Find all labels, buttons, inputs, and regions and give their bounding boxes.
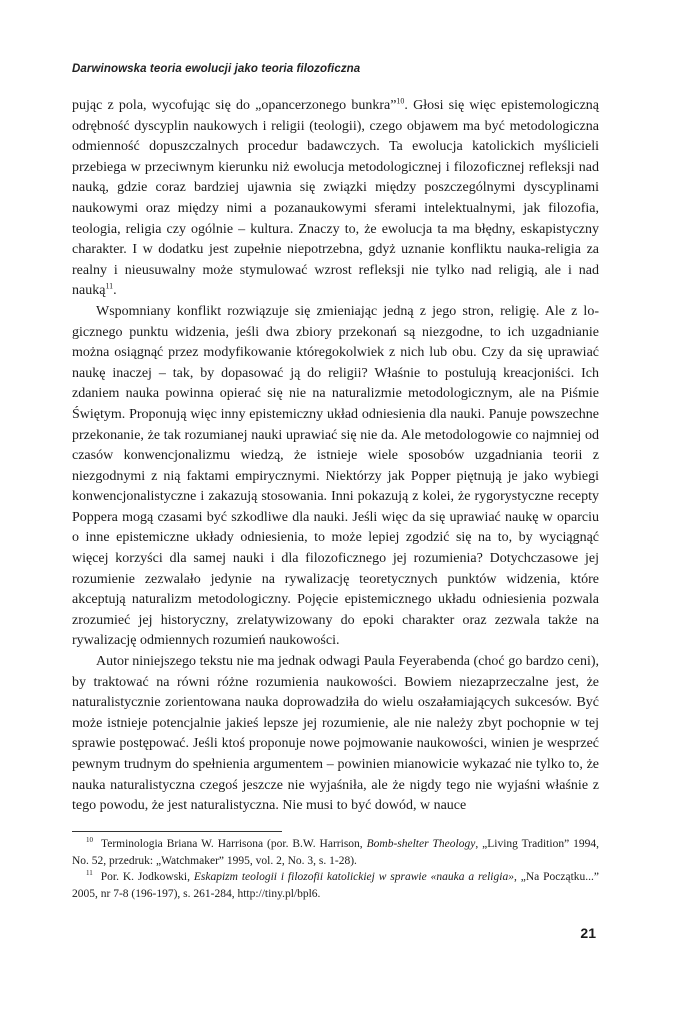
footnote-text: Por. K. Jodkowski,: [100, 871, 194, 883]
footnotes: [72, 836, 599, 902]
footnote-title: Eskapizm teologii i filozofii katolickiej w sprawie «nauka a religia»: [193, 871, 514, 883]
footnote-separator: [72, 831, 282, 832]
footnote-text: Terminologia Briana W. Harrisona (por. B.W. Harrison,: [101, 838, 367, 850]
paragraph-1: [72, 96, 599, 302]
footnote-text: , „Na Początku...” 2005, nr 7-8 (196-197), s. 261-284, http://tiny.pl/bpl6.: [72, 871, 599, 900]
paragraph-1-text-a: pując z pola, wycofując się do „opancerzonego bunkra”: [72, 98, 397, 113]
footnote-number: 10: [86, 836, 93, 845]
footnote-11: [72, 869, 599, 902]
paragraph-1-text-c: .: [113, 283, 117, 299]
paragraph-3: Autor niniejszego tekstu nie ma jednak odwagi Paula Feyerabenda (choć go bardzo ceni), by traktować na równi różne rozumienia naukowości. Bowiem niezaprzeczalne jest, że naturalistycznie zorientowana nauka doprowadziła do wielu oszałamiających sukcesów. Być może istnieje potencjalnie jakieś lepsze jej rozumienie, ale nie należy zbyt pochopnie w tej sprawie postępować. Jeśli ktoś proponuje nowe pojmowanie naukowości, winien je wesprzeć pewnym trudnym do spełnienia argumentem – powinien mianowicie wykazać nie tylko to, że nauka naturalistyczna czegoś jeszcze nie wyjaśniła, ale że nigdy tego nie wyjaśni właśnie z tego powodu, że jest naturalistyczna. Nie musi to być dowód, w nauce: [72, 654, 599, 814]
running-header: Darwinowska teoria ewolucji jako teoria filozoficzna: [72, 63, 361, 75]
main-text: [72, 96, 599, 817]
footnote-title: Bomb-shelter Theology: [366, 838, 476, 850]
footnote-ref-11: 11: [105, 281, 114, 291]
footnote-ref-10: 10: [396, 96, 405, 106]
footnote-number: 11: [86, 869, 93, 878]
paragraph-1-text-b: . Głosi się więc epistemologiczną odrębność dyscyplin naukowych i religii (teologii), czego objawem ma być metodologiczna odmienność dopuszczalnych procedur badawczych. Ta ewolucja katolickich myślicieli przebiega w przeciwnym kierunku niż ewolucja metodologicznej i filozoficznej refleksji nad nauką, gdzie coraz bardziej ujawnia się związki między poszczególnymi dyscyplinami naukowymi oraz między nimi a pozanaukowymi sferami intelektualnymi, jak filozofia, teologia, religia czy ogólnie – kultura. Znaczy to, że ewolucja ta ma błędny, eskapistyczny charakter. I w dodatku jest zupełnie niepotrzebna, gdyż uznanie konfliktu nauka-religia za realny i nieusuwalny może stymulować wzrost refleksji nie tylko nad religią, ale i nad nauką: [72, 98, 599, 299]
footnote-text: , „Living Tradition” 1994, No. 52, przedruk: „Watchmaker” 1995, vol. 2, No. 3, s. 1-28).: [72, 838, 599, 867]
footnote-10: [72, 836, 599, 869]
paragraph-2: Wspomniany konflikt rozwiązuje się zmieniając jedną z jego stron, religię. Ale z logicznego punktu widzenia, jeśli dwa zbiory przekonań są niezgodne, to ich uzgadnianie można osiągnąć przez modyfikowanie któregokolwiek z nich lub obu. Czy da się uprawiać naukę inaczej – tak, by dopasować ją do religii? Właśnie to postulują kreacjoniści. Ich zdaniem nauka powinna opierać się nie na naturalizmie metodologicznym, ale na Piśmie Świętym. Proponują więc inny epistemiczny układ odniesienia dla nauki. Panuje powszechne przekonanie, że tak rozumianej nauki uprawiać się nie da. Ale metodologowie co najmniej od czasów konwencjonalizmu wiedzą, że istnieje wiele sposobów uzgadniania teorii z niezgodnymi z nią faktami empirycznymi. Niektórzy jak Popper piętnują je jako wybiegi konwencjonalistyczne i zakazują stosowania. Inni pokazują z kolei, że rygorystyczne recepty Poppera mogą czasami być szkodliwe dla nauki. Jeśli więc da się uprawiać naukę w oparciu o inne epistemiczne układy odniesienia, to może lepiej zgodzić się na to, by wyciągnąć więcej korzyści dla samej nauki i dla filozoficznego jej rozumienia? Dotychczasowe jej rozumienie zezwalało jedynie na rywalizację teoretycznych punktów widzenia, które akceptują naturalizm metodologiczny. Pojęcie epistemicznego układu odniesienia pozwala zrozumieć jej historyczny, zrelatywizowany do epoki charakter oraz zezwala także na rywalizację odmiennych rozumień naukowości.: [72, 303, 599, 649]
page-number: 21: [580, 925, 596, 941]
